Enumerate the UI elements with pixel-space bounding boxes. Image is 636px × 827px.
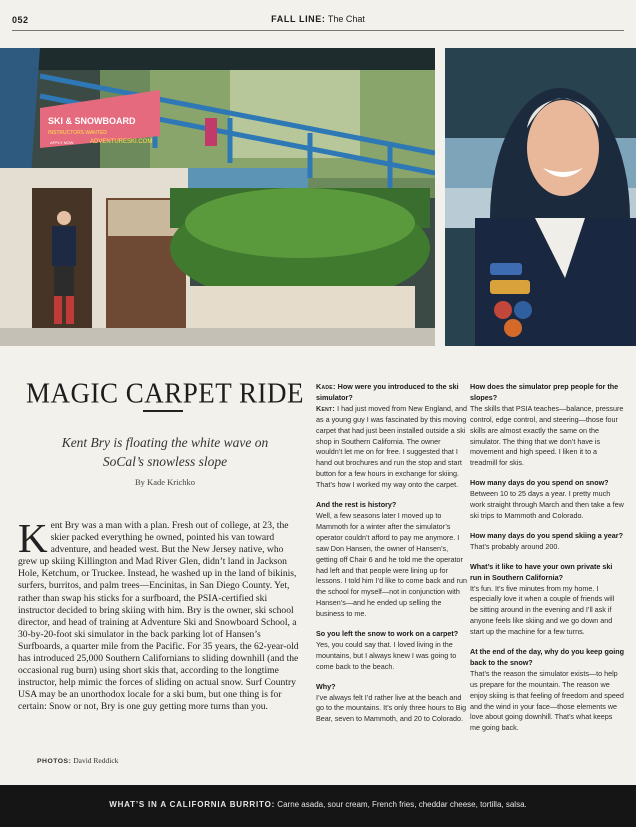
article-deck: Kent Bry is floating the white wave on SoCal’s snowless slope <box>61 435 269 469</box>
qa-answer-text: I had just moved from New England, and as a young guy I was fascinated by this moving carpet that had just been installed outside a ski shop in Southern California. The owner wouldn’t let me on for free. I suggested that I hand out brochures and run the stop and start button for a few hours in exchange for skiing. That’s how I worked my way onto the carpet. <box>316 403 467 490</box>
qa-question: Why? <box>316 681 336 691</box>
qa-answer: That’s probably around 200. <box>470 541 560 551</box>
qa-question: At the end of the day, why do you keep going back to the snow? <box>470 647 625 667</box>
page-number: 052 <box>12 15 29 25</box>
footer-text <box>0 800 636 809</box>
banner-url: ADVENTURESKI.COM <box>90 139 153 145</box>
photo-credit-label: PHOTOS: <box>37 758 72 765</box>
qa-question: How many days do you spend skiing a year? <box>470 530 623 540</box>
photo-credit <box>37 756 118 765</box>
qa-question-speaker: Kade: <box>316 382 336 391</box>
qa-question: So you left the snow to work on a carpet? <box>316 629 459 639</box>
qa-question: How many days do you spend on snow? <box>470 478 609 488</box>
footer-label: WHAT’S IN A CALIFORNIA BURRITO: <box>109 800 276 809</box>
qa-question: And the rest is history? <box>316 500 397 510</box>
photo-ski-shop-illustration <box>0 48 435 346</box>
banner-line2: INSTRUCTORS WANTED <box>48 130 107 136</box>
qa-question-text: How were you introduced to the ski simulator? <box>316 382 459 402</box>
qa-question <box>316 382 468 404</box>
section-subsection: The Chat <box>327 14 365 24</box>
article-title: MAGIC CARPET RIDE <box>25 377 305 409</box>
qa-column-2 <box>470 382 624 743</box>
photo-credit-name: David Reddick <box>73 756 119 765</box>
article-body <box>18 515 302 714</box>
qa-answer: Between 10 to 25 days a year. I pretty much work straight through March and then take a few ski trips to Mammoth and Colorado. <box>470 489 624 520</box>
section-header <box>0 14 636 24</box>
photo-ski-shop <box>0 48 435 346</box>
drop-cap: K <box>18 515 48 561</box>
section-name: FALL LINE: <box>271 14 326 24</box>
qa-answer: It’s fun. It’s five minutes from my home. I especially love it when a couple of friends will be sitting around in the evening and I’ll ask if anyone feels like skiing and we go down and start up the machine for a few turns. <box>470 583 615 637</box>
qa-answer: That’s the reason the simulator exists—to help us prepare for the mountain. The reason we enjoy skiing is that feeling of freedom and speed and the wind in your face—those elements we love about going downhill. That’s what keeps me going back. <box>470 668 624 733</box>
article-byline: By Kade Krichko <box>135 477 195 487</box>
title-divider <box>143 410 183 412</box>
qa-question: What’s it like to have your own private ski run in Southern California? <box>470 561 613 582</box>
banner-cta: APPLY NOW <box>50 140 74 145</box>
header-rule <box>12 30 624 31</box>
footer-bar <box>0 785 636 827</box>
article-body-text: ent Bry was a man with a plan. Fresh out of college, at 23, the skier packed everything he owned, pointed his van toward adventure, and headed west. But the New Jersey native, who grew up skiing Killington and Mad River Glen, didn’t land in Jackson Hole, Ketchum, or Truckee. Instead, he washed up in the land of bikinis, surfers, burritos, and palm trees—Encinitas, in San Diego County. Yet, rather than swap his sticks for a surfboard, the PSIA-certified ski instructor decided to bring skiing with him. Bry is the owner, ski school director, and head of training at Adventure Ski and Snowboard School, a 30-by-20-foot ski simulator in the back parking lot of Hansen’s Surfboards, a quarter mile from the Pacific. For 35 years, the 62-year-old has introduced 25,000 Southern Californians to sliding downhill (and the occasional rug burn) using short skis that, according to the longtime instructor, help mimic the forces of sliding on actual snow. Surf Country USA may be an unorthodox locale for a ski bum, but one thing is for certain: Snow or not, Bry is one guy getting more turns than you. <box>18 520 299 713</box>
qa-question: How does the simulator prep people for the slopes? <box>470 382 619 402</box>
portrait-illustration <box>445 48 636 346</box>
qa-column-1 <box>316 382 468 734</box>
qa-answer: The skills that PSIA teaches—balance, pressure control, edge control, and steering—those four skills are almost exactly the same on the simulator. The thing that we don’t have is movement and high speed. I liken it to a treadmill for skis. <box>470 403 624 468</box>
qa-answer: I’ve always felt I’d rather live at the beach and go to the mountains. It’s only three hours to Big Bear, seven to Mammoth, and 20 to Colorado. <box>316 692 467 724</box>
qa-answer: Well, a few seasons later I moved up to Mammoth for a winter after the simulator’s operator couldn’t afford to pay me anymore. I saw Don Hansen, the owner of Hansen’s, getting off Chair 6 and he told me the operator had left and that people were lining up for lessons. I told him I’d like to come back and run the school for myself—not in conjunction with Hansen’s—and he ended up selling the business to me. <box>316 510 468 619</box>
footer-content: Carne asada, sour cream, French fries, cheddar cheese, tortilla, salsa. <box>277 800 527 809</box>
photo-kent-bry-portrait <box>445 48 636 346</box>
banner-line1: SKI & SNOWBOARD <box>48 116 136 126</box>
qa-answer-speaker: Kent: <box>316 403 336 413</box>
qa-answer <box>316 404 468 491</box>
qa-answer: Yes, you could say that. I loved living in the mountains, but I always knew I was going to come back to the beach. <box>316 639 457 671</box>
